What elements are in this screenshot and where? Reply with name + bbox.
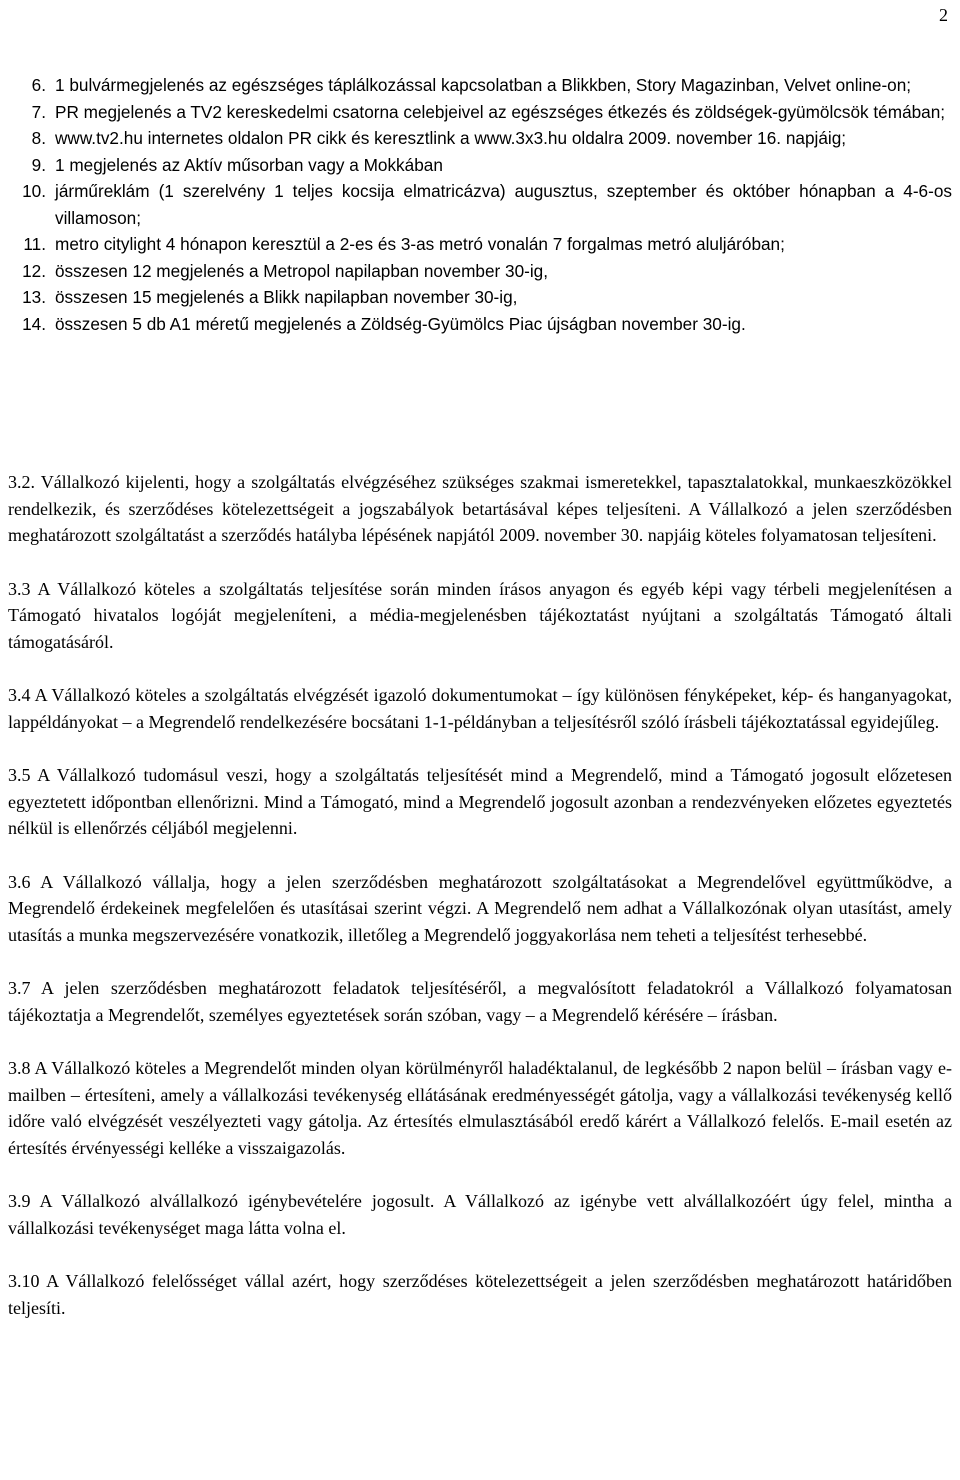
- section-3-4: 3.4 A Vállalkozó köteles a szolgáltatás elvégzését igazoló dokumentumokat – így különösen fényképeket, kép- és hanganyagokat, lappéldányokat – a Megrendelő rendelkezésére bocsátani 1-1-példányban a teljesítésről szóló írásbeli tájékoztatással egyidejűleg.: [8, 685, 952, 732]
- list-item-text: metro citylight 4 hónapon keresztül a 2-es és 3-as metró vonalán 7 forgalmas metró aluljáróban;: [55, 234, 785, 254]
- list-item-number: 10.: [22, 181, 46, 201]
- list-item-number: 9.: [31, 154, 46, 175]
- list-item: [8, 231, 952, 258]
- list-item-number: 14.: [22, 313, 46, 334]
- list-item-number: 7.: [31, 101, 46, 122]
- list-item: [8, 311, 952, 338]
- list-item: [8, 99, 952, 126]
- list-item-number: 12.: [22, 260, 46, 281]
- contract-sections: [8, 469, 952, 1348]
- list-item: [8, 152, 952, 179]
- section-3-7: 3.7 A jelen szerződésben meghatározott feladatok teljesítéséről, a megvalósított feladatokról a Vállalkozó folyamatosan tájékoztatja a Megrendelőt, személyes egyeztetések során szóban, vagy – a Megrendelő kérésére – írásban.: [8, 978, 952, 1025]
- section-3-9: 3.9 A Vállalkozó alvállalkozó igénybevételére jogosult. A Vállalkozó az igénybe vett alvállalkozóért úgy felel, mintha a vállalkozási tevékenységet maga látta volna el.: [8, 1191, 952, 1238]
- section-3-3: 3.3 A Vállalkozó köteles a szolgáltatás teljesítése során minden írásos anyagon és egyéb képi vagy térbeli megjelenítésen a Támogató hivatalos logóját megjeleníteni, a média-megjelenésben tájékoztatást nyújtani a szolgáltatás Támogató általi támogatásáról.: [8, 578, 952, 652]
- list-item-text: járműreklám (1 szerelvény 1 teljes kocsija elmatricázva) augusztus, szeptember és október hónapban a 4-6-os villamoson;: [55, 181, 952, 228]
- list-item-number: 8.: [31, 128, 46, 148]
- section-3-6: 3.6 A Vállalkozó vállalja, hogy a jelen szerződésben meghatározott szolgáltatásokat a Megrendelővel együttműködve, a Megrendelő érdekeinek megfelelően és utasításai szerint végzi. A Megrendelő nem adhat a Vállalkozónak olyan utasítást, amely utasítás a munka megszervezésére vonatkozik, illetőleg a Megrendelő joggyakorlása nem teheti a teljesítést terhesebbé.: [8, 871, 952, 945]
- section-3-10: 3.10 A Vállalkozó felelősséget vállal azért, hogy szerződéses kötelezettségeit a jelen szerződésben meghatározott határidőben teljesíti.: [8, 1271, 952, 1318]
- list-item: [8, 284, 952, 311]
- list-item-number: 11.: [23, 234, 46, 254]
- list-item-text: összesen 5 db A1 méretű megjelenés a Zöldség-Gyümölcs Piac újságban november 30-ig.: [55, 313, 746, 334]
- list-item: [8, 178, 952, 231]
- list-item-text: www.tv2.hu internetes oldalon PR cikk és keresztlink a www.3x3.hu oldalra 2009. november 16. napjáig;: [55, 128, 847, 148]
- section-3-8: 3.8 A Vállalkozó köteles a Megrendelőt minden olyan körülményről haladéktalanul, de legkésőbb 2 napon belül – írásban vagy e-mailben – értesíteni, amely a vállalkozási tevékenység ellátásának eredményességét gátolja, vagy a vállalkozási tevékenység kellő időre való elvégzését veszélyezteti vagy gátolja. Az értesítés elmulasztásából eredő kárért a Vállalkozó felelős. E-mail esetén az értesítés érvényességi kelléke a visszaigazolás.: [8, 1058, 952, 1158]
- list-item: [8, 72, 952, 99]
- list-item-number: 6.: [31, 75, 46, 95]
- list-item-text: összesen 15 megjelenés a Blikk napilapban november 30-ig,: [55, 287, 518, 307]
- list-item: [8, 258, 952, 285]
- section-3-2: 3.2. Vállalkozó kijelenti, hogy a szolgáltatás elvégzéséhez szükséges szakmai ismeretekkel, tapasztalatokkal, munkaeszközökkel rendelkezik, és szerződéses kötelezettségeit a jogszabályok betartásával képes teljesíteni. A Vállalkozó a jelen szerződésben meghatározott szolgáltatást a szerződés hatályba lépésének napjától 2009. november 30. napjáig köteles folyamatosan teljesíteni.: [8, 472, 952, 545]
- list-item-text: 1 bulvármegjelenés az egészséges táplálkozással kapcsolatban a Blikkben, Story Magazinban, Velvet online-on;: [55, 75, 912, 95]
- page-number: 2: [939, 5, 948, 25]
- list-item-text: összesen 12 megjelenés a Metropol napilapban november 30-ig,: [55, 260, 549, 281]
- list-item-text: 1 megjelenés az Aktív műsorban vagy a Mokkában: [55, 154, 443, 175]
- list-item-number: 13.: [22, 287, 46, 307]
- list-item: [8, 125, 952, 152]
- list-item-text: PR megjelenés a TV2 kereskedelmi csatorna celebjeivel az egészséges étkezés és zöldségek-gyümölcsök témában;: [55, 101, 946, 122]
- section-3-5: 3.5 A Vállalkozó tudomásul veszi, hogy a szolgáltatás teljesítését mind a Megrendelő, mind a Támogató jogosult előzetesen egyeztetett időpontban ellenőrizni. Mind a Támogató, mind a Megrendelő jogosult azonban a rendezvényeken előzetes egyeztetés nélkül is ellenőrzés céljából megjelenni.: [8, 765, 952, 838]
- deliverables-list: [8, 72, 952, 337]
